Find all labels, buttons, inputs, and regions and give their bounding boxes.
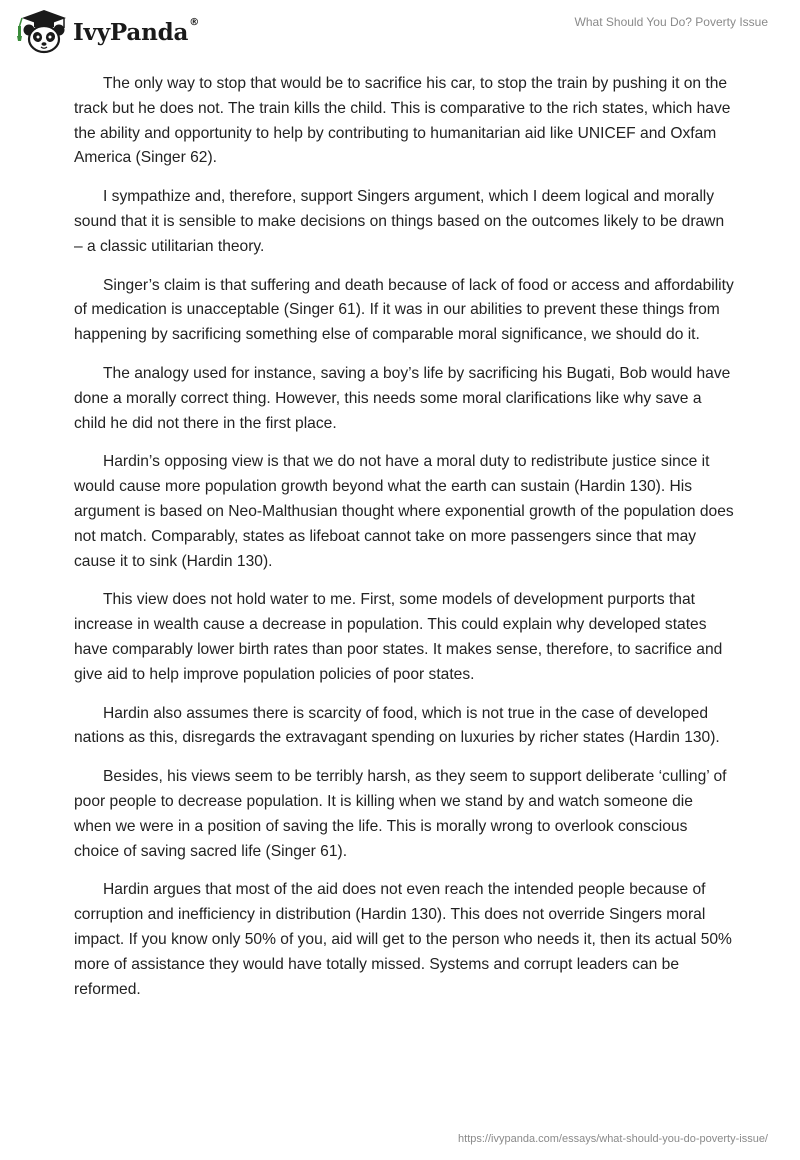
paragraph: Singer’s claim is that suffering and death because of lack of food or access and affordability of medication is unacceptable (Singer 61). If it was in our abilities to prevent these things from happening by sacrificing something else of comparable moral significance, we should do it. [74,276,734,344]
brand-name: IvyPanda® [73,16,199,46]
document-title: What Should You Do? Poverty Issue [574,15,768,29]
paragraph: Hardin also assumes there is scarcity of food, which is not true in the case of developed nations as this, disregards the extravagant spending on luxuries by richer states (Hardin 130). [74,704,720,747]
registered-mark: ® [189,16,199,28]
paragraph: This view does not hold water to me. First, some models of development purports that increase in wealth cause a decrease in population. This could explain why developed states have comparably lower birth rates than poor states. It makes sense, therefore, to sacrifice and give aid to help improve population policies of poor states. [74,591,723,683]
essay-body [74,72,734,1016]
source-url[interactable]: https://ivypanda.com/essays/what-should-you-do-poverty-issue/ [458,1133,768,1145]
paragraph: Besides, his views seem to be terribly harsh, as they seem to support deliberate ‘culling’ of poor people to decrease population. It is killing when we stand by and watch someone die when we were in a position of saving the life. This is morally wrong to overlook conscious choice of saving sacred life (Singer 61). [74,768,727,860]
paragraph: I sympathize and, therefore, support Singers argument, which I deem logical and morally sound that it is sensible to make decisions on things based on the outcomes likely to be drawn – a classic utilitarian theory. [74,188,725,255]
paragraph: Hardin’s opposing view is that we do not have a moral duty to redistribute justice since it would cause more population growth beyond what the earth can sustain (Hardin 130). His argument is based on Neo-Malthusian thought where exponential growth of the population does not match. Comparably, states as lifeboat cannot take on more passengers since that may cause it to sink (Hardin 130). [74,453,734,570]
panda-graduation-cap-icon [14,8,70,54]
paragraph: The analogy used for instance, saving a boy’s life by sacrificing his Bugati, Bob would have done a morally correct thing. However, this needs some moral clarifications like why save a child he did not there in the first place. [74,364,731,432]
page-header [0,0,800,60]
brand-logo[interactable] [14,8,199,54]
paragraph: The only way to stop that would be to sacrifice his car, to stop the train by pushing it on the track but he does not. The train kills the child. This is comparative to the rich states, which have the ability and opportunity to help by contributing to humanitarian aid like UNICEF and Oxfam America (Singer 62). [74,75,731,167]
paragraph: Hardin argues that most of the aid does not even reach the intended people because of corruption and inefficiency in distribution (Hardin 130). This does not override Singers moral impact. If you know only 50% of you, aid will get to the person who needs it, then its actual 50% more of assistance they would have totally missed. Systems and corrupt leaders can be reformed. [74,881,732,998]
